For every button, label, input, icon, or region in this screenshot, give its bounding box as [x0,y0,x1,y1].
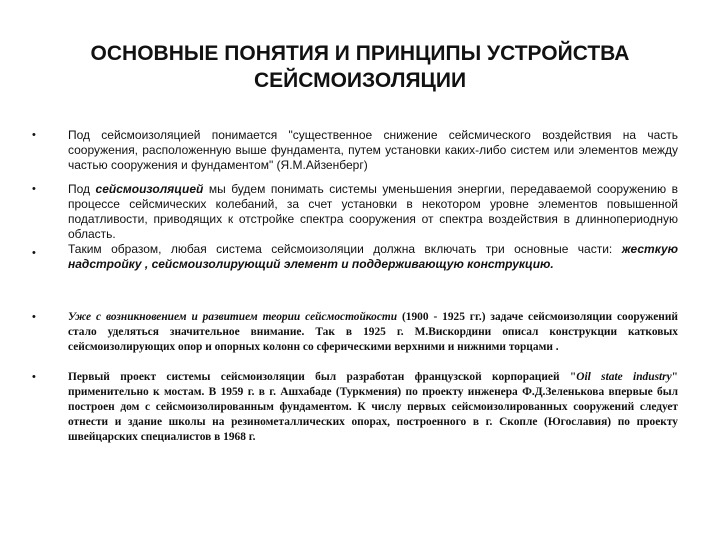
slide-title-line-1: ОСНОВНЫЕ ПОНЯТИЯ И ПРИНЦИПЫ УСТРОЙСТВА [90,42,630,65]
bullet-text-pre: Первый проект системы сейсмоизоляции был разработан французской корпорацией " [68,371,577,383]
bullet-icon: • [32,311,36,323]
bullet-text-pre: Таким образом, любая система сейсмоизоляции должна включать три основные части: [68,242,622,256]
bullet-icon: • [32,247,36,259]
bullet-text [68,242,678,272]
components-list: жесткую надстройку , сейсмоизолирующий элемент и поддерживающую конструкцию. [68,242,678,271]
bullet-icon: • [32,129,36,141]
slide-title [0,40,720,94]
company-name: Oil state industry [576,371,672,383]
bullet-text-lead: Уже с возникновением и развитием теории сейсмостойкости [68,311,398,323]
slide-title-line-2: СЕЙСМОИЗОЛЯЦИИ [253,69,467,92]
bullet-text [68,182,678,242]
bullet-text [68,370,678,445]
bullet-icon: • [32,371,36,383]
bullet-text-rest: (1900 - 1925 гг.) задаче сейсмоизоляции сооружений стало уделяться значительное внимание. Так в 1925 г. М.Вискордини описал конструкции катковых сейсмоизолирующих опор и опорных колонн со сферическими верхними и нижними торцами . [68,311,678,353]
bullet-text-post: " применительно к мостам. В 1959 г. в г. Ашхабаде (Туркмения) по проекту инженера Ф.Д.Зеленькова впервые был построен дом с сейсмоизолированным фундаментом. К числу первых сейсмоизолированных сооружений следует отнести и здание школы на резинометаллических опорах, построенного в г. Скопле (Югославия) по проекту швейцарских специалистов в 1968 г. [68,371,678,443]
bullet-text-post: мы будем понимать системы уменьшения энергии, передаваемой сооружению в процессе сейсмических колебаний, за счет установки в некотором уровне элементов повышенной податливости, приводящих к отстройке спектра сооружения от спектра воздействия в длиннопериодную область. [68,182,678,241]
term-seismic-isolation: сейсмоизоляцией [95,182,204,196]
bullet-text-pre: Под [68,182,96,196]
bullet-text [68,310,678,355]
bullet-icon: • [32,183,36,195]
bullet-text: Под сейсмоизоляцией понимается "существенное снижение сейсмического воздействия на часть сооружения, расположенную выше фундамента, путем установки каких-либо систем или элементов между частью сооружения и фундаментом" (Я.М.Айзенберг) [68,128,678,172]
